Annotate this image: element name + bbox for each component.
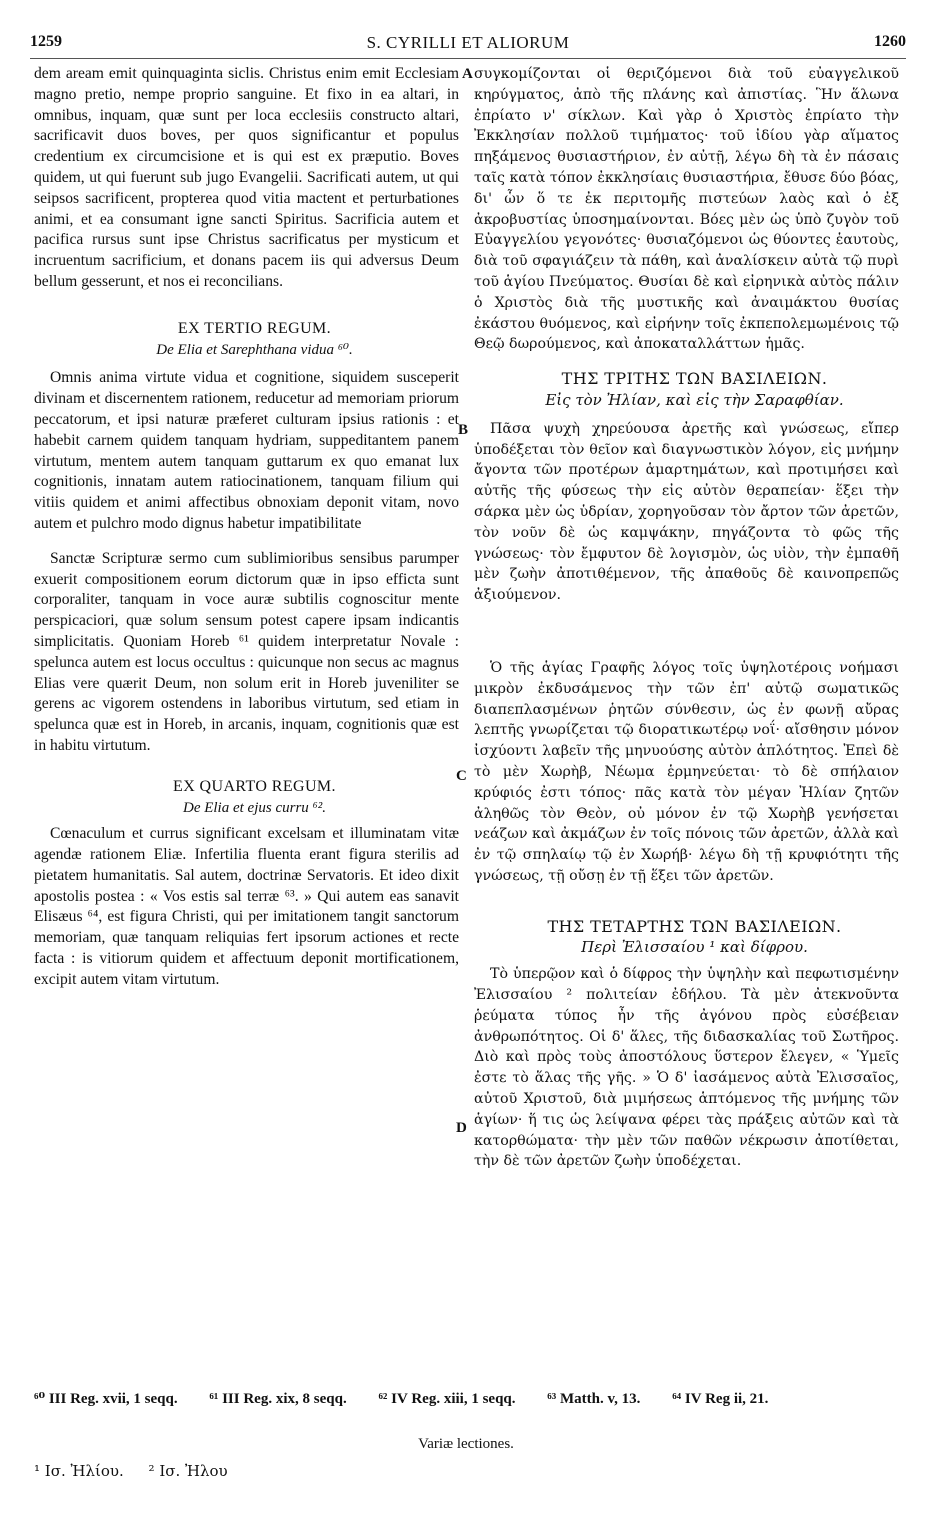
latin-section2-subtitle: De Elia et ejus curru ⁶². <box>182 799 327 816</box>
greek-section1-subtitle: Εἰς τὸν Ἠλίαν, καὶ εἰς τὴν Σαραφθίαν. <box>545 390 844 409</box>
footnotes <box>34 1390 914 1408</box>
latin-section2-title: EX QUARTO REGUM. <box>173 777 336 795</box>
footnote-63: ⁶³ Matth. v, 13. <box>547 1391 641 1407</box>
variae-lectiones-heading: Variæ lectiones. <box>418 1436 514 1452</box>
latin-section2-paragraph1: Cœnaculum et currus significant excelsam et illuminatam vitæ agendæ rationem Eliæ. Infertilia fluenta erant figura sterilis ad pietatem humanitatis. Sal autem, doctrinæ Servatoris. Et ideo dixit apostolis postea : « Vos estis sal terræ ⁶³. » Qui autem eas sanavit Elisæus ⁶⁴, est figura Christi, qui per imitationem tangit sanctorum memoriam, quæ tanquam reliquias fert ipsorum actiones et recte facta : is vitiorum quidem et affectuum deponit mortificationem, excipit autem vitam virtutum. <box>34 825 459 988</box>
greek-intro-paragraph: συγκομίζονται οἱ θεριζόμενοι διὰ τοῦ εὐαγγελικοῦ κηρύγματος, ἀπὸ τῆς πλάνης καὶ ἀπιστίας. Ἣν ἅλωνα ἐπρίατο ν' σίκλων. Καὶ γὰρ ὁ Χριστὸς ἐπρίατο τὴν Ἐκκλησίαν πολλοῦ τιμήματος· τοῦ ἰδίου γὰρ αἵματος πηξάμενος θυσιαστήριον, ἐν αὐτῇ, λέγω δὴ τὰ ἐν πάσαις ταῖς κατὰ τόπον ἐκκλησίαις θυσιαστήρια, ἔθυσε δύο βόας, δι' ὧν ὅ τε ἐκ περιτομῆς πιστεύων λαὸς καὶ ὁ ἐξ ἀκροβυστίας ὑποσημαίνονται. Βόες μὲν ὡς ὑπὸ ζυγὸν τοῦ Εὐαγγελίου γεγονότες· θυσιαζόμενοι ὡς θύοντες ἑαυτοὺς, διὰ τοῦ σφαγιάζειν τὰ πάθη, καὶ ἀναλίσκειν αὐτὰ τῷ πυρὶ τοῦ ἁγίου Πνεύματος. Θυσίαι δὲ καὶ εἰρηνικὰ αὐτὸς πάλιν ὁ Χριστὸς διὰ τῆς μυστικῆς καὶ ἀναιμάκτου θυσίας ἐκάστου θυόμενος, καὶ εἰρήνην τοῖς ἐκπεπολεμωμένοις τῷ Θεῷ δωρούμενος, καὶ ἀποκαταλλάττων ἡμᾶς. <box>474 66 899 353</box>
greek-section1-paragraph1: Πᾶσα ψυχὴ χηρεύουσα ἀρετῆς καὶ γνώσεως, εἴπερ ὑποδέξεται τὸν θεῖον καὶ διαγνωστικὸν λόγον, εἰς μνήμην ἄγοντα τῶν προτέρων ἁμαρτημάτων, καὶ προτιμήσει καὶ αὐτῆς τῆς φύσεως τὴν εἰς αὐτὸν θεραπείαν· ἕξει τὴν σάρκα μὲν ὡς ὑδρίαν, χορηγοῦσαν τὸν ἄρτον τῶν ἀρετῶν, τὸν νοῦν δὲ ὡς καμψάκην, πηγάζοντα τὸ φῶς τῆς γνώσεως· τὸν ἔμφυτον δὲ λογισμὸν, ὡς υἱὸν, τὴν ἐμπαθῆ μὲν ζωὴν ἀποτιθέμενον, τῆς ἀπαθοῦς δὲ καινοπρεπῶς ἀξιούμενον. <box>474 420 899 604</box>
right-page-number: 1260 <box>874 33 906 50</box>
greek-section1-paragraph2: Ὁ τῆς ἁγίας Γραφῆς λόγος τοῖς ὑψηλοτέροις νοήμασι μικρὸν ἐκδυσάμενος τὴν τῶν ἐπ' αὐτῷ σωματικῶς διαπεπλασμένων ῥητῶν σύνθεσιν, ὡς ἐν φωνῇ αὔρας λεπτῆς γνωρίζεται τῷ διορατικωτέρῳ νοΐ· αἴσθησιν μόνον ἰσχύοντι λαβεῖν τῆς μηνυούσης αὐτὸν ἁπλότητος. Ἐπεὶ δὲ τὸ μὲν Χωρὴβ, Νέωμα ἑρμηνεύεται· τὸ δὲ σπήλαιον κρύφιός ἐστι τόπος· πᾶς κατὰ τὸν μέγαν Ἠλίαν ζητῶν ἀληθῶς τὸν Θεὸν, οὐ μόνον ἐν τῷ Χωρὴβ γενήσεται νεάζων καὶ ἀκμάζων ἐν τοῖς πόνοις τῶν ἀρετῶν, ἀλλὰ καὶ ἐν τῷ σπηλαίῳ τῷ ἐν Χωρήβ· λέγω δὴ τῇ κρυφιότητι τῆς γνώσεως, τῇ οὔσῃ ἐν τῇ ἕξει τῶν ἀρετῶν. <box>474 659 899 884</box>
margin-mark-d: D <box>456 1120 467 1136</box>
footnote-62: ⁶² IV Reg. xiii, 1 seqq. <box>378 1391 516 1407</box>
header-rule <box>30 58 906 59</box>
margin-mark-b: B <box>458 422 469 438</box>
greek-section2-subtitle: Περὶ Ἐλισσαίου ¹ καὶ δίφρου. <box>581 938 808 957</box>
left-page-number: 1259 <box>30 33 62 50</box>
variant-2: ² Ισ. Ἠλου <box>148 1462 228 1480</box>
latin-section1-title: EX TERTIO REGUM. <box>177 319 332 337</box>
margin-mark-c: C <box>456 768 467 784</box>
variant-1: ¹ Ισ. Ἠλίου. <box>34 1462 124 1480</box>
footnote-60: ⁶⁰ III Reg. xvii, 1 seqq. <box>34 1391 178 1407</box>
greek-section1-title: ΤΗΣ ΤΡΙΤΗΣ ΤΩΝ ΒΑΣΙΛΕΙΩΝ. <box>561 369 828 389</box>
footnote-64: ⁶⁴ IV Reg ii, 21. <box>672 1391 769 1407</box>
latin-section1-paragraph2: Sanctæ Scripturæ sermo cum sublimioribus sensibus parumper exuerit compositionem eorum dictorum quæ in ipso efficta sunt corporaliter, tanquam in voce auræ subtilis cognoscitur mente perspicaciori, quæ solum sensum potest capere ipsam indicantis simplicitatis. Quoniam Horeb ⁶¹ quidem interpretatur Novale : spelunca autem est locus occultus : quicunque non secus ac magnus Elias vere quærit Deum, non solum erit in Horeb juveniliter se gerens ac vigorem ostendens in laboribus virtutum, sed etiam in spelunca quæ est in Horeb, in arcanis, inquam, cognitionis quæ est in habitu virtutum. <box>34 549 459 754</box>
latin-section1-paragraph1: Omnis anima virtute vidua et cognitione, siquidem susceperit divinam et discernentem rationem, reducetur ad memoriam priorum peccatorum, et ipsi naturæ præferet culturam ipsius rationis : et habebit carnem quidem tanquam hydriam, suppeditantem panem virtutum, mentem autem tanquam guttarum ex quo emanat lux cognitionis, innatam autem ratiocinationem, tanquam filium qui vitiis quidem et animi affectibus obnoxiam deponit vitam, novo autem et pulchro modo dignus habetur impatibilitate <box>34 369 459 532</box>
page-header <box>30 33 906 57</box>
footnote-61: ⁶¹ III Reg. xix, 8 seqq. <box>209 1391 347 1407</box>
running-title: S. CYRILLI ET ALIORUM <box>366 33 570 52</box>
latin-column <box>34 64 459 991</box>
greek-column <box>474 64 899 1172</box>
greek-section2-paragraph1: Τὸ ὑπερῷον καὶ ὁ δίφρος τὴν ὑψηλὴν καὶ πεφωτισμένην Ἐλισσαίου ² πολιτείαν ἐδήλου. Τὰ μὲν ἀτεκνοῦντα ῥεύματα τύπος ἦν τῆς ἀγόνου πρὸς εὐσέβειαν ἀνθρωπότητος. Οἱ δ' ἅλες, τῆς διδασκαλίας τοῦ Σωτῆρος. Διὸ καὶ πρὸς τοὺς ἀποστόλους ὕστερον ἔλεγεν, « Ὑμεῖς ἐστε τὸ ἅλας τῆς γῆς. » Ὁ δ' ἰασάμενος αὐτὰ Ἐλισσαῖος, αὐτοῦ Χριστοῦ, διὰ μιμήσεως ἁπτόμενος τῆς μνήμης τῶν ἁγίων· ἥ τις ὡς λείψανα φέρει τὰς πράξεις αὐτῶν καὶ τὰ κατορθώματα· τὴν μὲν τῶν παθῶν νέκρωσιν ἀποτίθεται, τὴν δὲ τῶν ἀρετῶν ζωὴν ὑποδέχεται. <box>474 966 899 1170</box>
variae-lectiones <box>34 1462 248 1480</box>
latin-intro-paragraph: dem aream emit quinquaginta siclis. Christus enim emit Ecclesiam magno pretio, nempe proprio sanguine. Et fixo in ea altari, in omnibus, inquam, quæ sunt per loca ecclesiis constructo altari, sacrificavit duos boves, per quos significantur et populus credentium ex circumcisione et is qui est ex præputio. Boves quidem, ut qui fuerunt sub jugo Evangelii. Sacrificati autem, ut qui seipsos sacrificent, propterea quod vitia mactent et perturbationes animi, et ea consumant igne sancti Spiritus. Sacrificia autem et pacifica rursus sunt ipse Christus sacrificatus per mysticum et incruentum sacrificium, et donans pacem iis qui adversus Deum bellum gesserunt, et nos ei reconcilians. <box>34 65 459 290</box>
margin-mark-a: A <box>462 66 473 82</box>
greek-section2-title: ΤΗΣ ΤΕΤΑΡΤΗΣ ΤΩΝ ΒΑΣΙΛΕΙΩΝ. <box>547 916 842 936</box>
latin-section1-subtitle: De Elia et Sarephthana vidua ⁶⁰. <box>156 341 353 358</box>
